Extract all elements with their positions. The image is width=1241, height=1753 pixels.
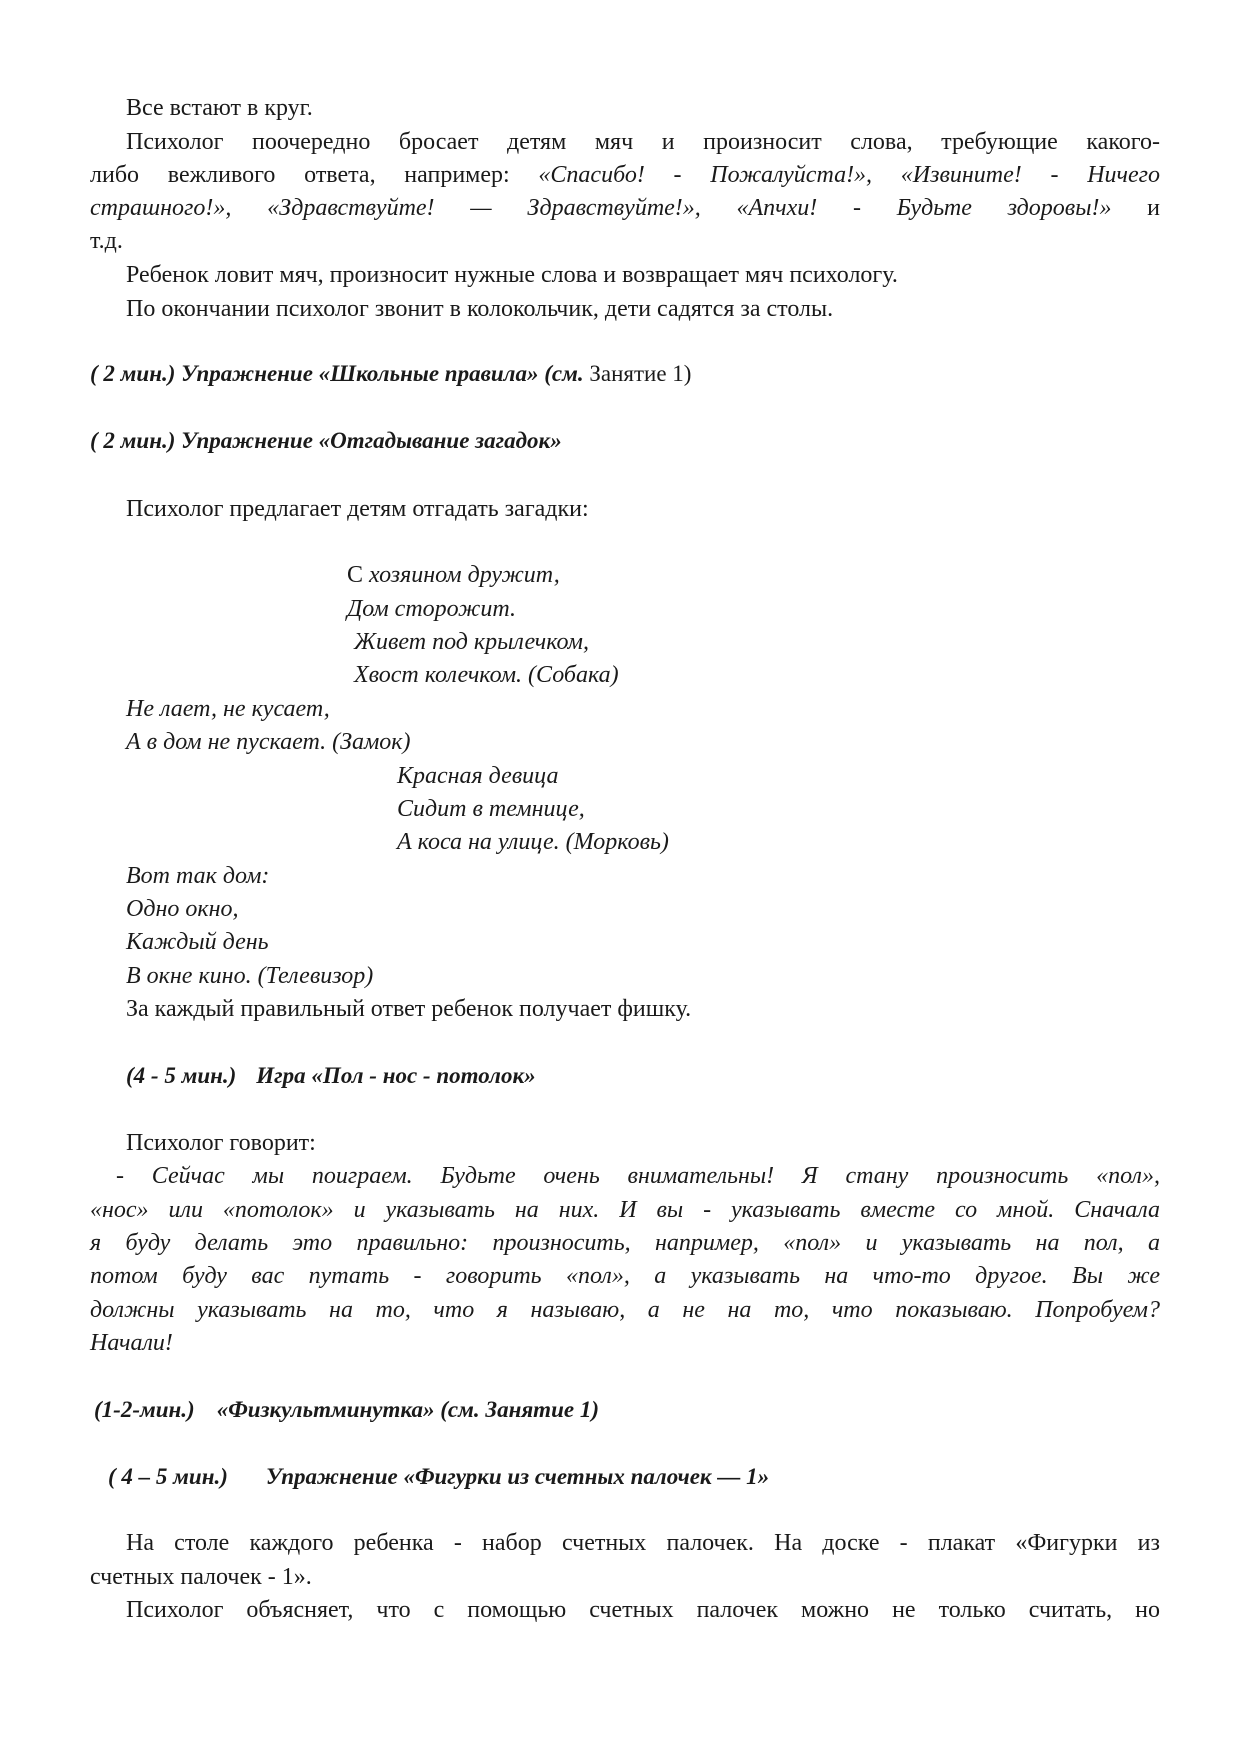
section-heading-floor-nose-ceiling xyxy=(126,1061,536,1091)
intro-line: По окончании психолог звонит в колокольчик, дети садятся за столы. xyxy=(126,296,834,322)
intro-line xyxy=(90,160,1160,190)
section-heading-school-rules xyxy=(90,359,691,389)
game-instruction-line: «нос» или «потолок» и указывать на них. И вы - указывать вместе со мной. Сначала xyxy=(90,1197,1160,1223)
section-heading-riddles: ( 2 мин.) Упражнение «Отгадывание загадок» xyxy=(90,428,562,453)
game-instruction-line: должны указывать на то, что я называю, а не на то, что показываю. Попробуем? xyxy=(90,1297,1160,1323)
riddle-text: хозяином дружит, xyxy=(369,562,560,588)
intro-line: Психолог поочередно бросает детям мяч и произносит слова, требующие какого- xyxy=(126,129,1160,155)
riddle-line: Живет под крылечком, xyxy=(354,629,589,655)
heading-reference: Занятие 1) xyxy=(583,361,692,386)
intro-text: либо вежливого ответа, например: xyxy=(90,162,539,188)
game-instruction-line: я буду делать это правильно: произносить, например, «пол» и указывать на пол, а xyxy=(90,1230,1160,1256)
heading-time: (4 - 5 мин.) xyxy=(126,1063,237,1088)
heading-title: ( 2 мин.) Упражнение «Школьные правила» (см. xyxy=(90,361,584,386)
riddle-text: С xyxy=(347,562,370,588)
sticks-text-line: Психолог объясняет, что с помощью счетных палочек можно не только считать, но xyxy=(126,1597,1160,1623)
heading-title: «Физкультминутка» (см. Занятие 1) xyxy=(216,1397,599,1422)
heading-time: ( 4 – 5 мин.) xyxy=(108,1464,228,1489)
riddle-line: А коса на улице. (Морковь) xyxy=(397,829,669,855)
section-heading-physical-break xyxy=(94,1395,599,1425)
riddle-line: Одно окно, xyxy=(126,896,239,922)
heading-title: Упражнение «Фигурки из счетных палочек — 1» xyxy=(265,1464,770,1489)
heading-time: (1-2-мин.) xyxy=(94,1397,195,1422)
sticks-text-line: счетных палочек - 1». xyxy=(90,1564,312,1590)
riddle-line: В окне кино. (Телевизор) xyxy=(126,963,374,989)
riddle-line: Сидит в темнице, xyxy=(397,796,585,822)
section-heading-counting-sticks xyxy=(108,1462,769,1492)
riddle-line: Хвост колечком. (Собака) xyxy=(354,662,619,688)
riddle-line: Каждый день xyxy=(126,929,269,955)
sticks-text-line: На столе каждого ребенка - набор счетных палочек. На доске - плакат «Фигурки из xyxy=(126,1530,1160,1556)
riddle-line xyxy=(347,560,560,590)
riddle-line: Дом сторожит. xyxy=(347,596,517,622)
polite-phrases: страшного!», «Здравствуйте! — Здравствуйте!», «Апчхи! - Будьте здоровы!» xyxy=(90,195,1112,221)
intro-line xyxy=(90,193,1160,223)
riddle-line: Вот так дом: xyxy=(126,863,270,889)
riddle-line: А в дом не пускает. (Замок) xyxy=(126,729,411,755)
polite-phrases: «Спасибо! - Пожалуйста!», «Извините! - Ничего xyxy=(538,162,1161,188)
heading-title: Игра «Пол - нос - потолок» xyxy=(256,1063,536,1088)
game-instruction-text: - Сейчас мы поиграем. Будьте очень внимательны! Я стану произносить «пол», xyxy=(116,1163,1160,1189)
intro-text: и xyxy=(1111,195,1161,221)
riddles-reward: За каждый правильный ответ ребенок получает фишку. xyxy=(126,996,692,1022)
riddle-line: Не лает, не кусает, xyxy=(126,696,330,722)
game-instruction-line: потом буду вас путать - говорить «пол», а указывать на что-то другое. Вы же xyxy=(90,1263,1160,1289)
intro-line: Все встают в круг. xyxy=(126,95,313,121)
game-intro: Психолог говорит: xyxy=(126,1130,316,1156)
game-instruction-line xyxy=(90,1161,1160,1191)
intro-line: Ребенок ловит мяч, произносит нужные слова и возвращает мяч психологу. xyxy=(126,262,898,288)
game-instruction-line: Начали! xyxy=(90,1330,173,1356)
intro-line: т.д. xyxy=(90,228,123,254)
riddle-line: Красная девица xyxy=(397,763,559,789)
riddles-intro: Психолог предлагает детям отгадать загадки: xyxy=(126,496,589,522)
